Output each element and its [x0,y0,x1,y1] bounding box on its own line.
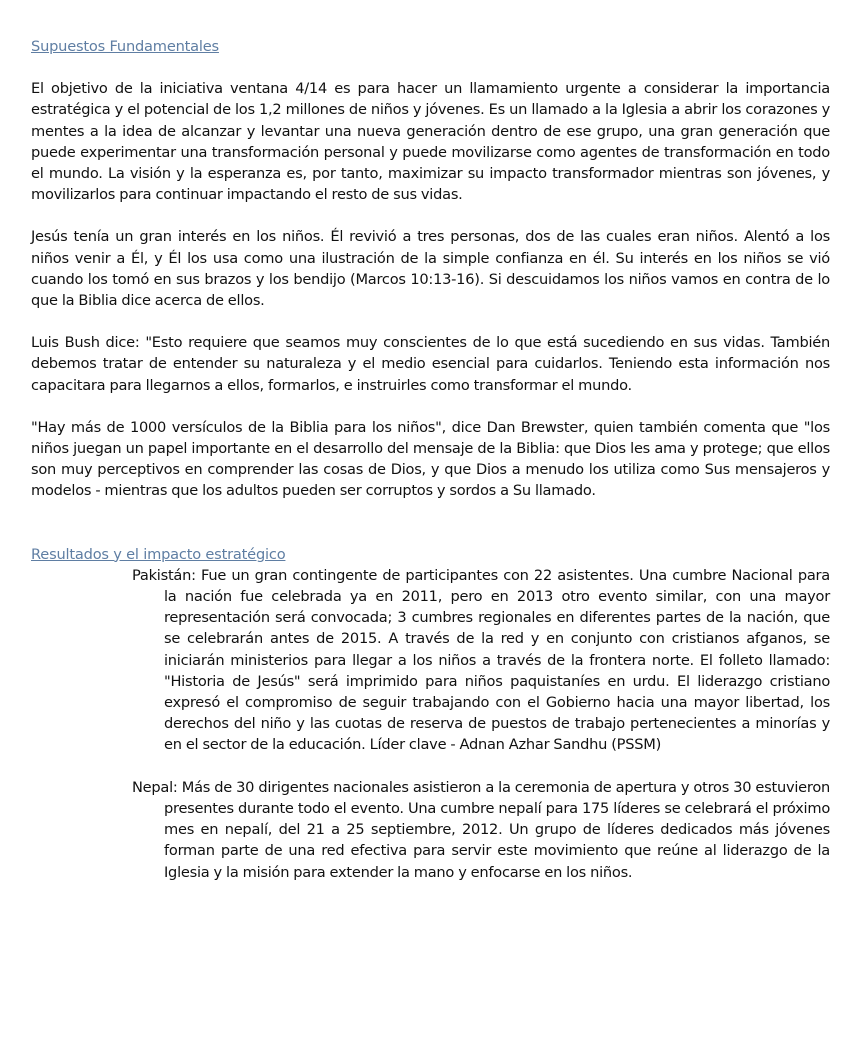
paragraph-luis-bush: Luis Bush dice: "Esto requiere que seamos muy conscientes de lo que está sucediendo en sus vidas. También debemos tratar de entender su naturaleza y el medio esencial para cuidarlos. Teniendo esta información nos capacitara para llegarnos a ellos, formarlos, e instruirles como transformar el mundo. [31,334,830,394]
document-page [31,36,830,883]
spacer [31,311,830,332]
spacer [31,502,830,544]
spacer [31,57,830,78]
spacer [31,396,830,417]
paragraph-jesus: Jesús tenía un gran interés en los niños. Él revivió a tres personas, dos de las cuales eran niños. Alentó a los niños venir a Él, y Él los usa como una ilustración de la simple confianza en él. Su interés en los niños se vió cuando los tomó en sus brazos y los bendijo (Marcos 10:13-16). Si descuidamos los niños vamos en contra de lo que la Biblia dice acerca de ellos. [31,228,830,310]
section-heading-fundamentales: Supuestos Fundamentales [31,38,219,55]
paragraph-dan-brewster: "Hay más de 1000 versículos de la Biblia para los niños", dice Dan Brewster, quien también comenta que "los niños juegan un papel importante en el desarrollo del mensaje de la Biblia: que Dios les ama y protege; que ellos son muy perceptivos en comprender las cosas de Dios, y que Dios a menudo los utiliza como Sus mensajeros y modelos - mientras que los adultos pueden ser corruptos y sordos a Su llamado. [31,418,830,500]
spacer [31,205,830,226]
spacer [31,756,830,777]
entry-nepal: Nepal: Más de 30 dirigentes nacionales asistieron a la ceremonia de apertura y otros 30 estuvieron presentes durante todo el evento. Una cumbre nepalí para 175 líderes se celebrará el próximo mes en nepalí, del 21 a 25 septiembre, 2012. Un grupo de líderes dedicados más jóvenes forman parte de una red efectiva para servir este movimiento que reúne al liderazgo de la Iglesia y la misión para extender la mano y enfocarse en los niños. [132,778,830,881]
paragraph-objetivo: El objetivo de la iniciativa ventana 4/14 es para hacer un llamamiento urgente a considerar la importancia estratégica y el potencial de los 1,2 millones de niños y jóvenes. Es un llamado a la Iglesia a abrir los corazones y mentes a la idea de alcanzar y levantar una nueva generación dentro de ese grupo, una gran generación que puede experimentar una transformación personal y puede movilizarse como agentes de transformación en todo el mundo. La visión y la esperanza es, por tanto, maximizar su impacto transformador mientras son jóvenes, y movilizarlos para continuar impactando el resto de sus vidas. [31,80,830,204]
section-heading-resultados: Resultados y el impacto estratégico [31,545,286,563]
entry-pakistan: Pakistán: Fue un gran contingente de participantes con 22 asistentes. Una cumbre Nacional para la nación fue celebrada ya en 2011, pero en 2013 otro evento similar, con una mayor representación será convocada; 3 cumbres regionales en diferentes partes de la nación, que se celebrarán antes de 2015. A través de la red y en conjunto con cristianos afganos, se iniciarán ministerios para llegar a los niños a través de la frontera norte. El folleto llamado: "Historia de Jesús" será imprimido para niños paquistaníes en urdu. El liderazgo cristiano expresó el compromiso de seguir trabajando con el Gobierno hacia una mayor libertad, los derechos del niño y las cuotas de reserva de puestos de trabajo pertenecientes a minorías y en el sector de la educación. Líder clave - Adnan Azhar Sandhu (PSSM) [132,566,830,754]
